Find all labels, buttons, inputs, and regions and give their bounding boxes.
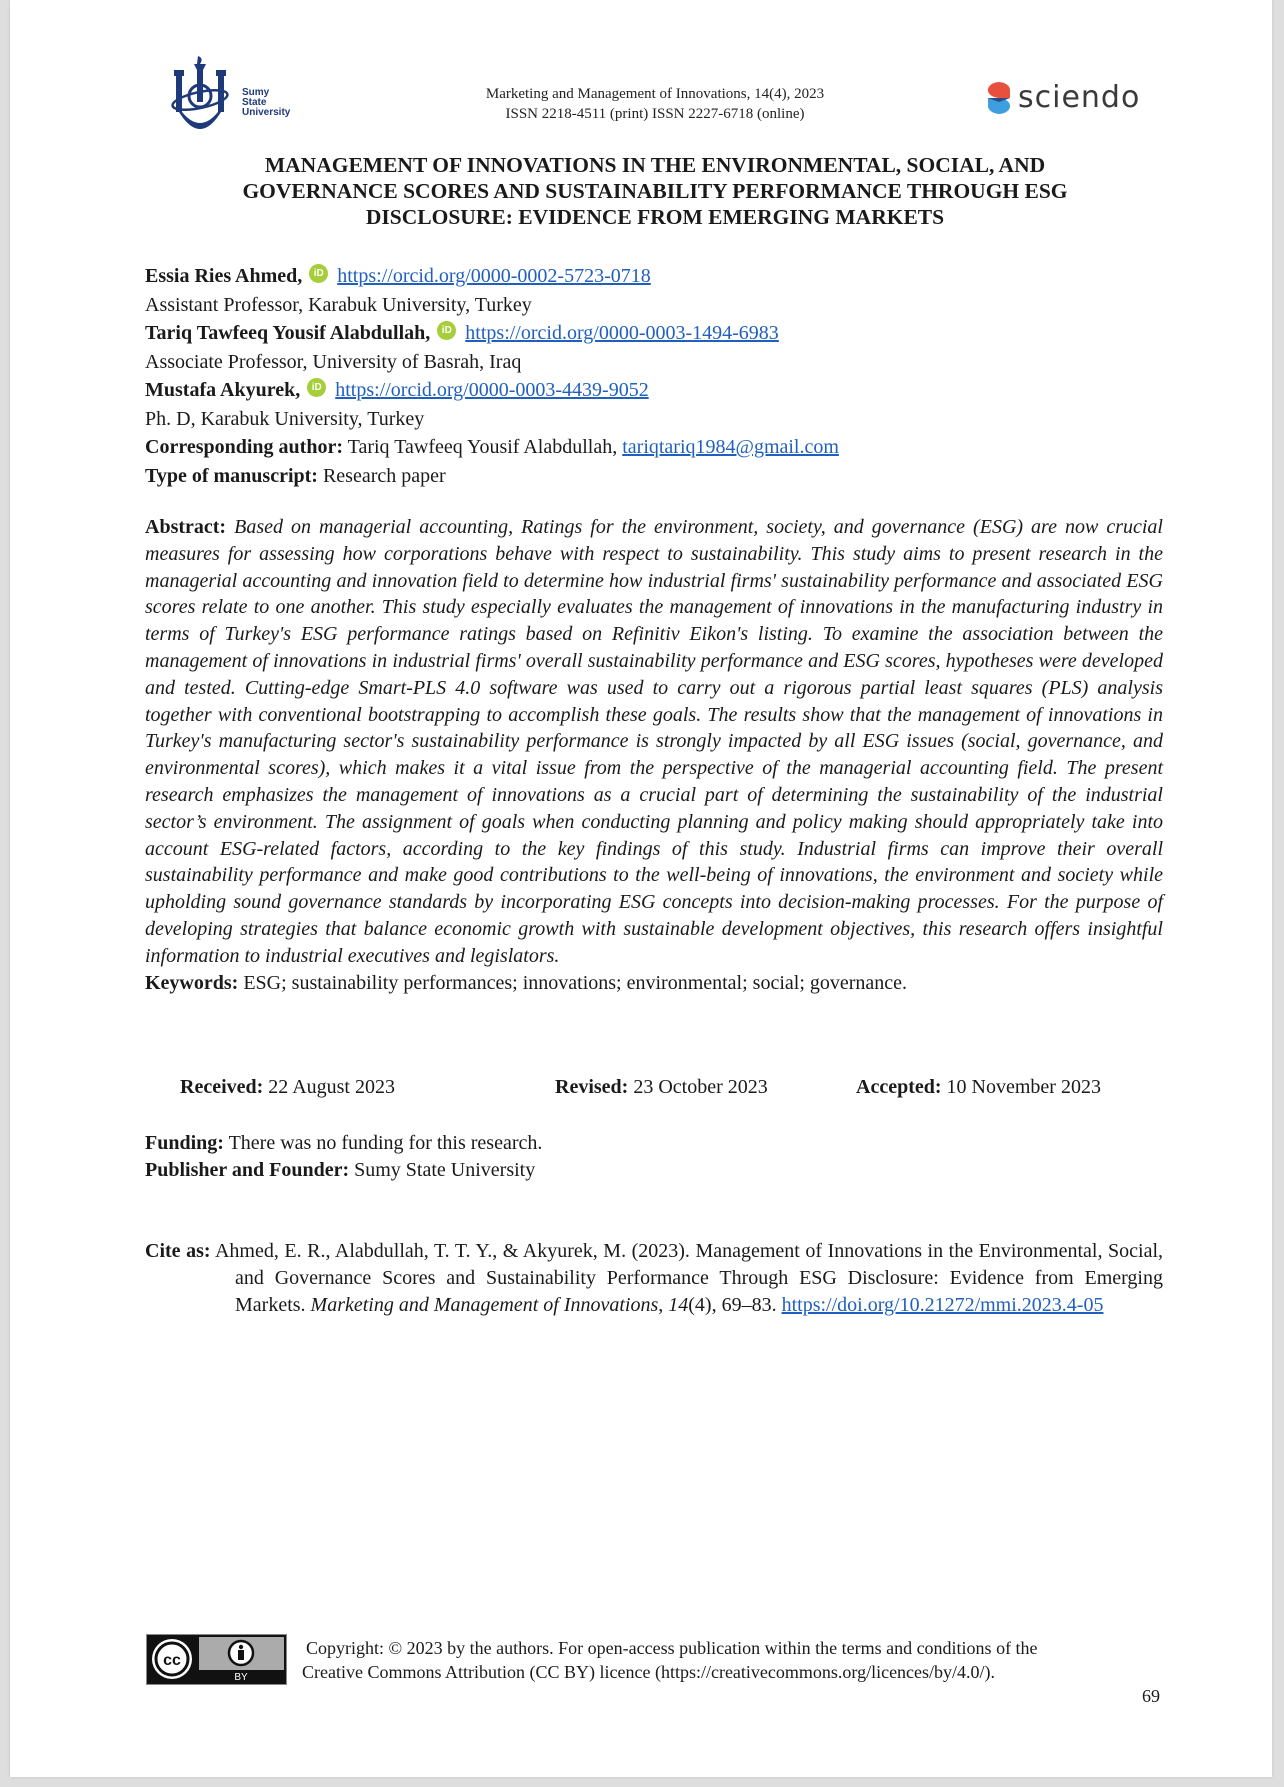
orcid-icon: iD xyxy=(437,321,456,340)
copyright-notice: Copyright: © 2023 by the authors. For open-access publication within the terms and conditions of the Creative Commons Attribution (CC BY) licence (https://creativecommons.org/licences/by/4.0/). xyxy=(302,1638,1038,1682)
author-name: Essia Ries Ahmed, xyxy=(145,265,303,287)
author-name: Mustafa Akyurek, xyxy=(145,379,301,401)
abstract-section xyxy=(145,514,1163,996)
manuscript-type xyxy=(145,462,839,491)
manuscript-type-label: Type of manuscript: xyxy=(145,464,318,487)
corresponding-name: Tariq Tawfeeq Yousif Alabdullah, xyxy=(347,436,618,458)
abstract-paragraph xyxy=(145,514,1163,970)
author-block xyxy=(145,262,839,490)
author-name: Tariq Tawfeeq Yousif Alabdullah, xyxy=(145,322,431,344)
university-emblem-icon xyxy=(170,56,250,134)
keywords-value: ESG; sustainability performances; innovations; environmental; social; governance. xyxy=(243,971,908,994)
svg-text:BY: BY xyxy=(234,1672,248,1683)
svg-text:cc: cc xyxy=(163,1652,181,1669)
sciendo-wordmark: sciendo xyxy=(1018,80,1141,115)
accepted-date: Accepted: 10 November 2023 xyxy=(856,1076,1101,1098)
corresponding-author xyxy=(145,433,839,462)
author-affiliation: Assistant Professor, Karabuk University, Turkey xyxy=(145,293,532,316)
cite-journal: Marketing and Management of Innovations xyxy=(310,1294,659,1316)
sciendo-logo xyxy=(986,80,1140,115)
keywords xyxy=(145,970,1163,997)
author-affiliation: Associate Professor, University of Basrah, Iraq xyxy=(145,350,522,373)
cc-by-license-badge[interactable] xyxy=(146,1634,287,1685)
creative-commons-by-icon xyxy=(147,1635,286,1684)
author-1 xyxy=(145,262,839,291)
revised-date: Revised: 23 October 2023 xyxy=(555,1076,768,1098)
orcid-link[interactable]: https://orcid.org/0000-0003-4439-9052 xyxy=(335,379,649,401)
orcid-icon: iD xyxy=(307,378,326,397)
publisher: Publisher and Founder: Sumy State University xyxy=(145,1159,536,1181)
abstract-text: Based on managerial accounting, Ratings for the environment, society, and governance (ESG) are now crucial measures for assessing how corporations behave with respect to sustainability. This study aims to present research in the managerial accounting and innovation field to determine how industrial firms' sustainability performance and associated ESG scores relate to one another. This study especially evaluates the management of innovations in the manufacturing industry in terms of Turkey's ESG performance ratings based on Refinitiv Eikon's listing. To examine the association between the management of innovations in industrial firms' overall sustainability performance and ESG scores, hypotheses were developed and tested. Cutting-edge Smart-PLS 4.0 software was used to carry out a rigorous partial least squares (PLS) analysis together with conventional bootstrapping to accomplish these goals. The results show that the management of innovations in Turkey's manufacturing sector's sustainability performance is strongly impacted by all ESG issues (social, governance, and environmental scores), which makes it a vital issue from the perspective of the managerial accounting field. The present research emphasizes the management of innovations as a crucial part of determining the sustainability of the industrial sector’s environment. The assignment of goals when conducting planning and policy making should appropriately take into account ESG-related factors, according to the key findings of this study. Industrial firms can improve their overall sustainability performance and make good contributions to the well-being of innovations, the environment and society while upholding sound governance standards by incorporating ESG concepts into decision-making processes. For the purpose of developing strategies that balance economic growth with sustainable development objectives, this research offers insightful information to industrial executives and legislators. xyxy=(145,516,1163,967)
citation-text: Cite as: Ahmed, E. R., Alabdullah, T. T. Y., & Akyurek, M. (2023). Management of Innovations in the Environmental, Social, and Governance Scores and Sustainability Performance Through ESG Disclosure: Evidence from Emerging Markets. Marketing and Management of Innovations, 14(4), 69–83. https://doi.org/10.21272/mmi.2023.4-05 xyxy=(145,1240,1164,1316)
keywords-label: Keywords: xyxy=(145,971,239,994)
corresponding-label: Corresponding author: xyxy=(145,436,343,458)
journal-name: Marketing and Management of Innovations, 14(4), 2023 xyxy=(485,86,825,102)
abstract-label: Abstract: xyxy=(145,516,227,538)
cite-volume: 14 xyxy=(668,1294,689,1316)
document-page xyxy=(10,0,1272,1777)
manuscript-type-value: Research paper xyxy=(322,464,446,487)
cite-label: Cite as: xyxy=(145,1240,211,1262)
orcid-icon: iD xyxy=(309,264,328,283)
university-logo-text: Sumy State University xyxy=(242,87,291,118)
citation-block xyxy=(145,1238,1163,1319)
author-3 xyxy=(145,376,839,405)
email-link[interactable]: tariqtariq1984@gmail.com xyxy=(622,436,839,458)
page-number: 69 xyxy=(1142,1686,1160,1706)
orcid-link[interactable]: https://orcid.org/0000-0002-5723-0718 xyxy=(337,265,651,287)
paper-title: MANAGEMENT OF INNOVATIONS IN THE ENVIRONMENTAL, SOCIAL, AND GOVERNANCE SCORES AND SUSTAINABILITY PERFORMANCE THROUGH ESG DISCLOSURE: EVIDENCE FROM EMERGING MARKETS xyxy=(242,153,1068,229)
author-affiliation: Ph. D, Karabuk University, Turkey xyxy=(145,407,425,430)
sciendo-s-icon xyxy=(986,81,1012,115)
funding: Funding: There was no funding for this research. xyxy=(145,1132,543,1154)
orcid-link[interactable]: https://orcid.org/0000-0003-1494-6983 xyxy=(465,322,779,344)
doi-link[interactable]: https://doi.org/10.21272/mmi.2023.4-05 xyxy=(781,1294,1104,1316)
journal-header xyxy=(390,84,920,124)
author-2 xyxy=(145,319,839,348)
received-date: Received: 22 August 2023 xyxy=(180,1076,395,1098)
funding-publisher-block xyxy=(145,1130,542,1184)
journal-issn: ISSN 2218-4511 (print) ISSN 2227-6718 (online) xyxy=(505,106,805,122)
